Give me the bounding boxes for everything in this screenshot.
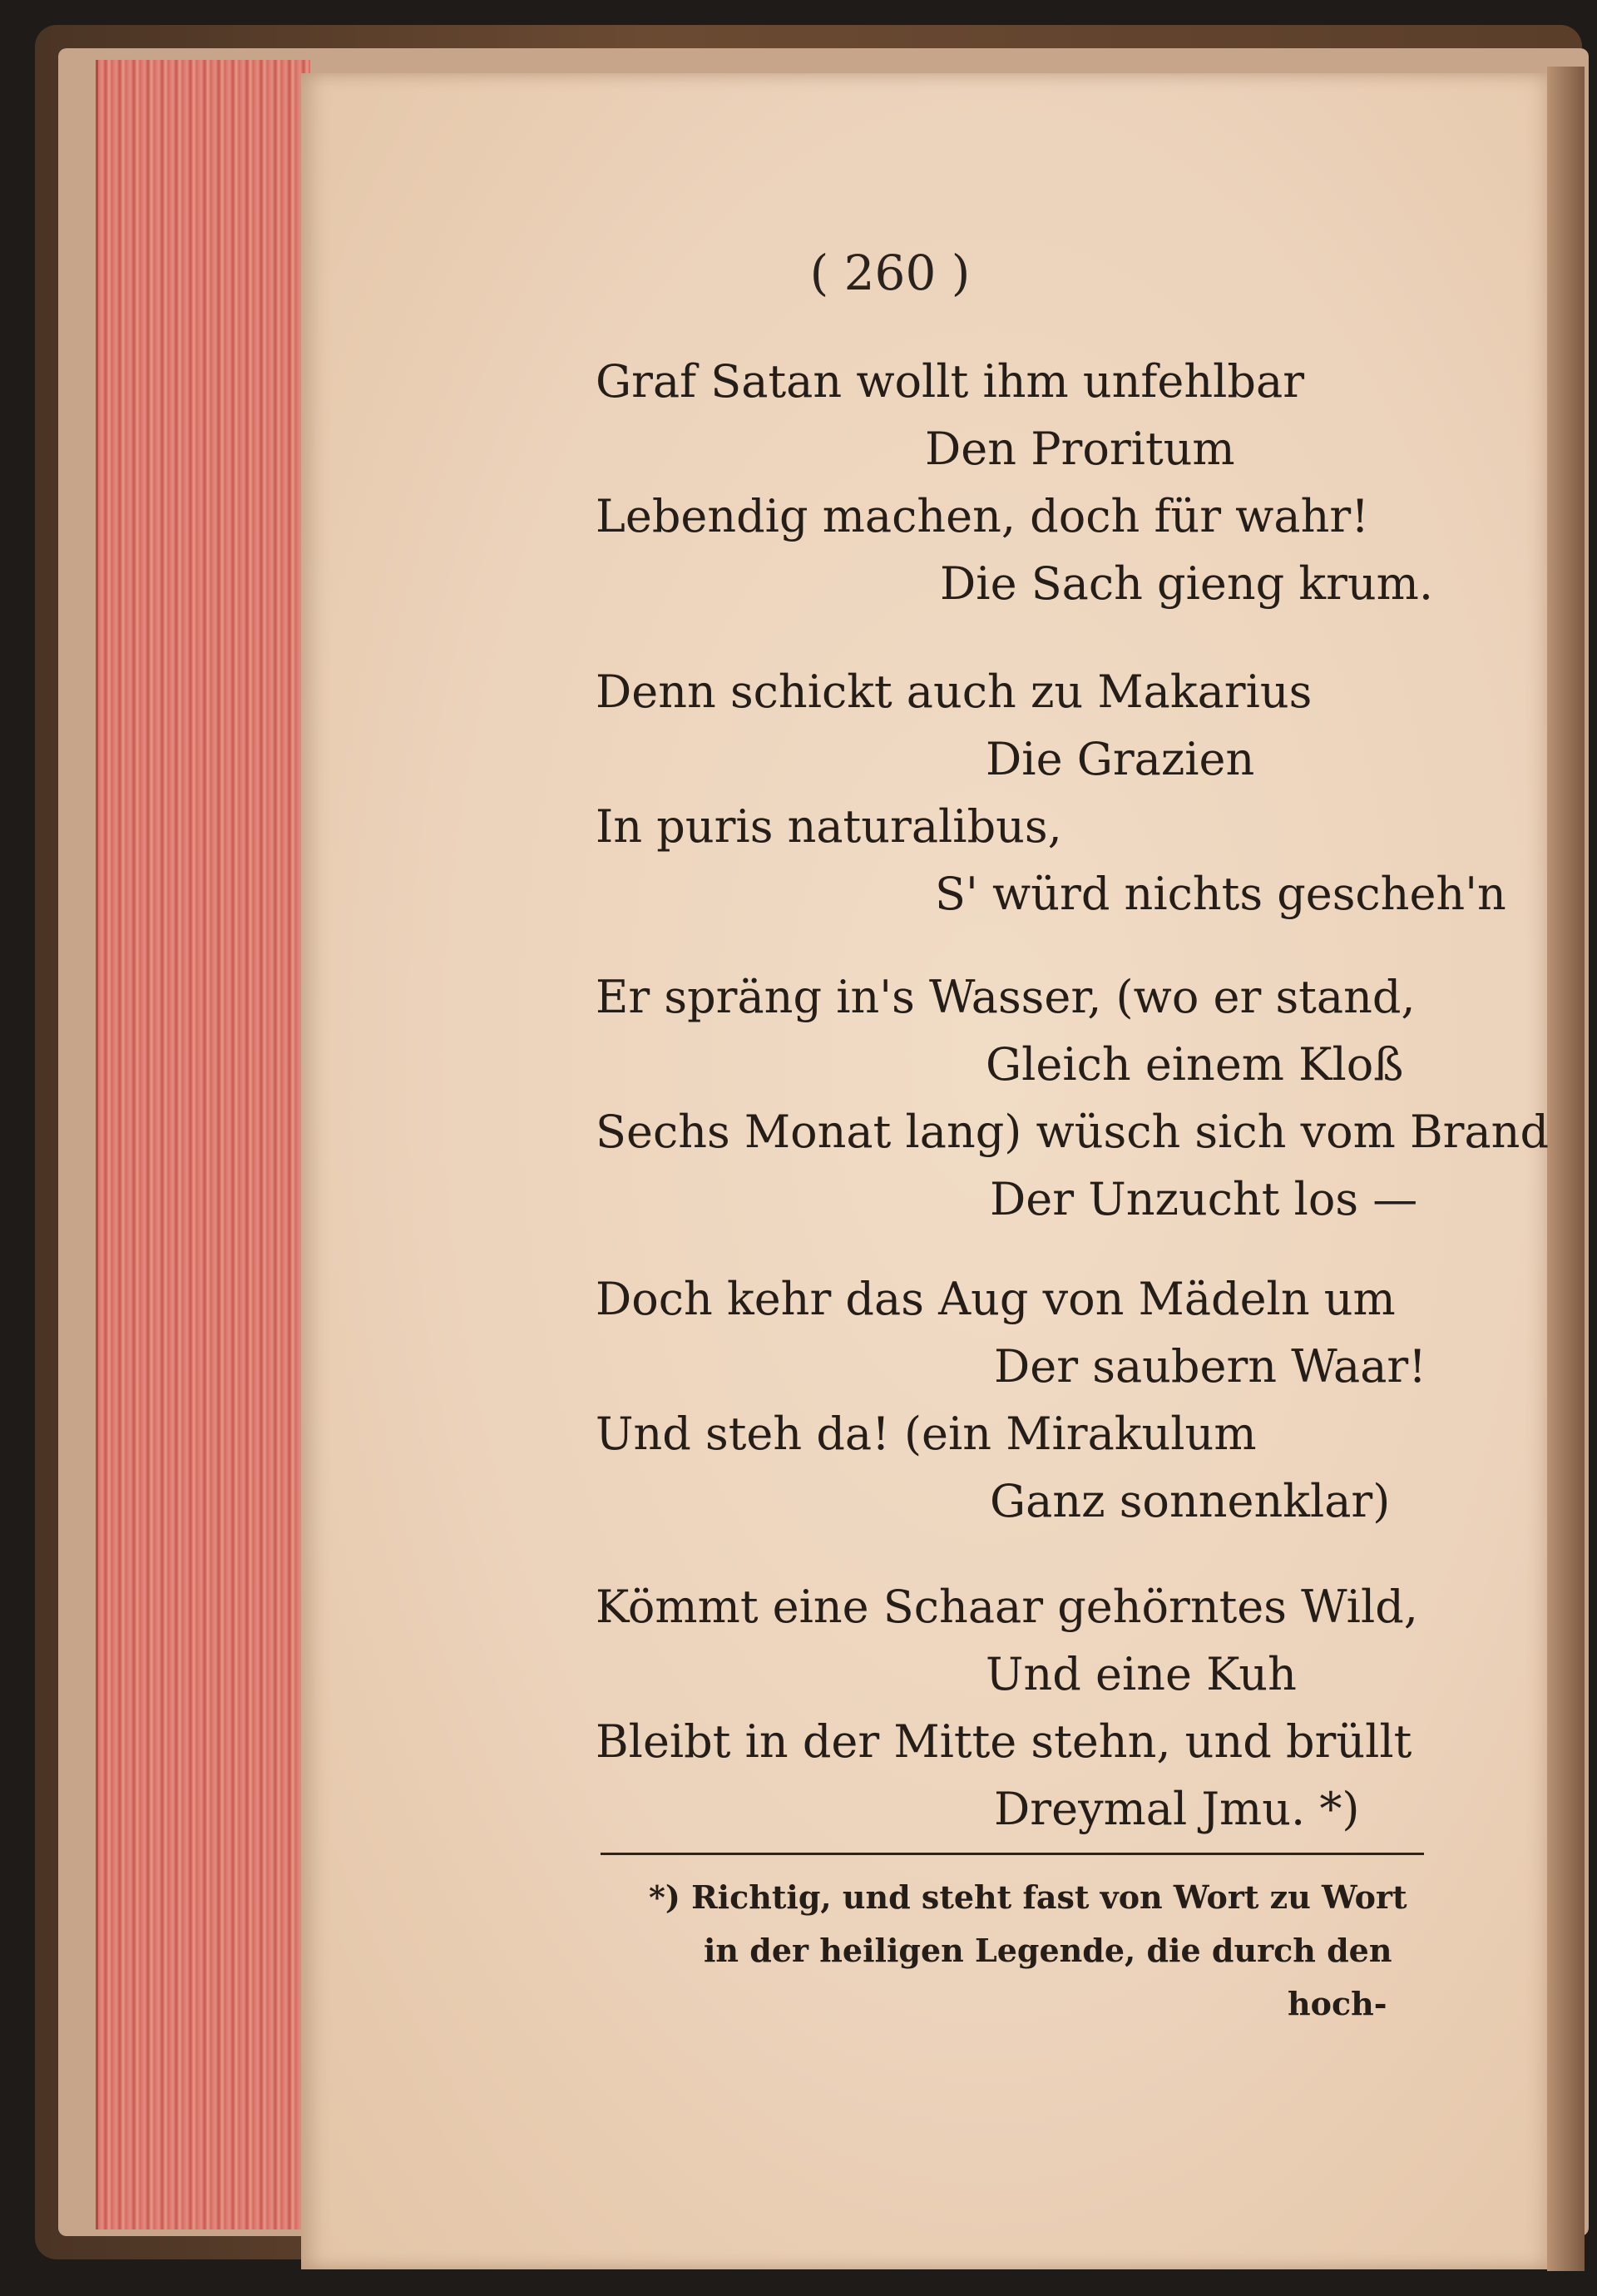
verse-line: Sechs Monat lang) wüsch sich vom Brand (596, 1106, 1550, 1158)
verse-line: In puris naturalibus, (596, 800, 1062, 853)
footnote-line: *) Richtig, und steht fast von Wort zu Wort (649, 1878, 1407, 1916)
book-gutter (1547, 67, 1585, 2271)
footnote-line: in der heiligen Legende, die durch den (704, 1932, 1392, 1969)
verse-line: Die Grazien (986, 733, 1255, 785)
verse-line: Ganz sonnenklar) (990, 1475, 1391, 1527)
verse-line: Gleich einem Kloß (986, 1038, 1404, 1091)
verse-line: Die Sach gieng krum. (940, 557, 1434, 610)
verse-line: Kömmt eine Schaar gehörntes Wild, (596, 1581, 1418, 1633)
verse-line: Bleibt in der Mitte stehn, und brüllt (596, 1715, 1412, 1768)
verse-line: Und steh da! (ein Mirakulum (596, 1408, 1257, 1460)
verse-line: S' würd nichts gescheh'n (935, 868, 1506, 920)
verse-line: Der saubern Waar! (994, 1340, 1426, 1393)
verse-line: Er spräng in's Wasser, (wo er stand, (596, 971, 1416, 1023)
verse-line: Graf Satan wollt ihm unfehlbar (596, 355, 1305, 408)
page-number: ( 260 ) (809, 245, 971, 301)
verse-line: Den Proritum (925, 423, 1235, 475)
verse-line: Denn schickt auch zu Makarius (596, 666, 1313, 718)
verse-line: Doch kehr das Aug von Mädeln um (596, 1273, 1396, 1325)
footnote-rule (601, 1853, 1424, 1855)
verse-line: Dreymal Jmu. *) (994, 1783, 1360, 1835)
verse-line: Der Unzucht los — (990, 1173, 1418, 1225)
verse-line: Und eine Kuh (986, 1648, 1297, 1700)
verse-line: Lebendig machen, doch für wahr! (596, 490, 1369, 542)
red-page-edges (96, 60, 310, 2229)
footnote-line: hoch- (1288, 1985, 1387, 2022)
